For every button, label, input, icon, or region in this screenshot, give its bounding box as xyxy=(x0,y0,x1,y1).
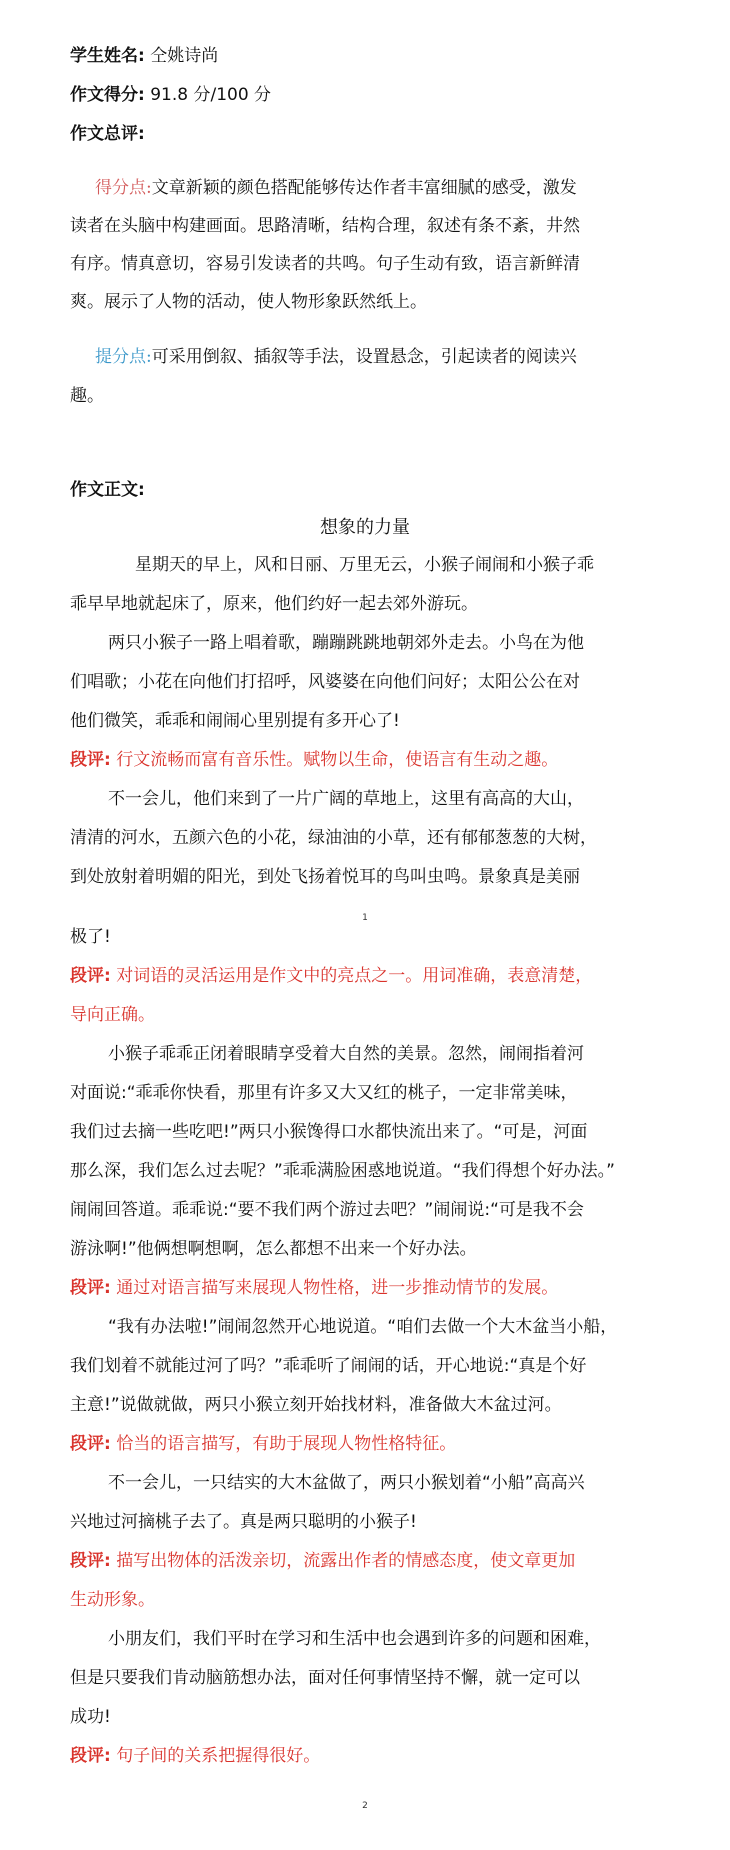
p6-line-2: 兴地过河摘桃子去了。真是两只聪明的小猴子! xyxy=(70,1512,417,1532)
comment-6: 段评: 句子间的关系把握得很好。 xyxy=(70,1746,321,1766)
p1-line-2: 乖早早地就起床了，原来，他们约好一起去郊外游玩。 xyxy=(70,594,478,614)
comment-label: 段评: xyxy=(70,966,111,986)
student-name-label: 学生姓名: xyxy=(70,46,145,66)
p5-line-2: 我们划着不就能过河了吗？”乖乖听了闹闹的话，开心地说:“真是个好 xyxy=(70,1356,587,1376)
comment-5: 段评: 描写出物体的活泼亲切，流露出作者的情感态度，使文章更加 xyxy=(70,1551,576,1571)
merit-label: 得分点: xyxy=(95,178,152,198)
p2-line-2: 们唱歌；小花在向他们打招呼，风婆婆在向他们问好；太阳公公在对 xyxy=(70,672,580,692)
p6-line-1: 不一会儿，一只结实的大木盆做了，两只小猴划着“小船”高高兴 xyxy=(108,1473,585,1493)
score-value: 91.8 分/100 分 xyxy=(150,85,272,105)
essay-section-label: 作文正文: xyxy=(70,480,145,500)
page-number-2: 2 xyxy=(362,1801,368,1811)
p2-line-1: 两只小猴子一路上唱着歌，蹦蹦跳跳地朝郊外走去。小鸟在为他 xyxy=(108,633,584,653)
student-name-row xyxy=(70,44,218,68)
score-row xyxy=(70,83,271,107)
merit-line-2: 读者在头脑中构建画面。思路清晰，结构合理，叙述有条不紊，井然 xyxy=(70,216,580,236)
p4-line-5: 闹闹回答道。乖乖说:“要不我们两个游过去吧？”闹闹说:“可是我不会 xyxy=(70,1200,584,1220)
p4-line-3: 我们过去摘一些吃吧!”两只小猴馋得口水都快流出来了。“可是，河面 xyxy=(70,1122,588,1142)
p4-line-2: 对面说:“乖乖你快看，那里有许多又大又红的桃子，一定非常美味， xyxy=(70,1083,578,1103)
p5-line-3: 主意!”说做就做，两只小猴立刻开始找材料，准备做大木盆过河。 xyxy=(70,1395,562,1415)
improve-label: 提分点: xyxy=(95,347,152,367)
p2-line-3: 他们微笑，乖乖和闹闹心里别提有多开心了! xyxy=(70,711,400,731)
p3-line-1: 不一会儿，他们来到了一片广阔的草地上，这里有高高的大山， xyxy=(108,789,584,809)
comment-1: 段评: 行文流畅而富有音乐性。赋物以生命，使语言有生动之趣。 xyxy=(70,750,559,770)
p4-line-6: 游泳啊!”他俩想啊想啊，怎么都想不出来一个好办法。 xyxy=(70,1239,477,1259)
comment-4: 段评: 恰当的语言描写，有助于展现人物性格特征。 xyxy=(70,1434,457,1454)
p7-line-3: 成功! xyxy=(70,1707,111,1727)
p7-line-1: 小朋友们，我们平时在学习和生活中也会遇到许多的问题和困难， xyxy=(108,1629,601,1649)
p7-line-2: 但是只要我们肯动脑筋想办法，面对任何事情坚持不懈，就一定可以 xyxy=(70,1668,580,1688)
improve-line-1: 提分点:可采用倒叙、插叙等手法，设置悬念，引起读者的阅读兴 xyxy=(95,347,577,367)
comment-label: 段评: xyxy=(70,1278,111,1298)
p5-line-1: “我有办法啦!”闹闹忽然开心地说道。“咱们去做一个大木盆当小船， xyxy=(108,1317,618,1337)
student-name-value: 仝姚诗尚 xyxy=(150,46,219,66)
merit-line-3: 有序。情真意切，容易引发读者的共鸣。句子生动有致，语言新鲜清 xyxy=(70,254,580,274)
comment-2-line-2: 导向正确。 xyxy=(70,1005,155,1025)
p4-line-4: 那么深，我们怎么过去呢？”乖乖满脸困惑地说道。“我们得想个好办法。” xyxy=(70,1161,615,1181)
score-label: 作文得分: xyxy=(70,85,145,105)
comment-5-line-2: 生动形象。 xyxy=(70,1590,155,1610)
essay-title: 想象的力量 xyxy=(320,517,410,538)
p4-line-1: 小猴子乖乖正闭着眼睛享受着大自然的美景。忽然，闹闹指着河 xyxy=(108,1044,584,1064)
comment-label: 段评: xyxy=(70,1434,111,1454)
comment-label: 段评: xyxy=(70,1551,111,1571)
improve-line-2: 趣。 xyxy=(70,386,104,406)
merit-line-1: 得分点:文章新颖的颜色搭配能够传达作者丰富细腻的感受，激发 xyxy=(95,178,577,198)
comment-3: 段评: 通过对语言描写来展现人物性格，进一步推动情节的发展。 xyxy=(70,1278,559,1298)
comment-label: 段评: xyxy=(70,750,111,770)
comment-label: 段评: xyxy=(70,1746,111,1766)
p3-line-3: 到处放射着明媚的阳光，到处飞扬着悦耳的鸟叫虫鸣。景象真是美丽 xyxy=(70,867,580,887)
page-number-1: 1 xyxy=(362,913,368,923)
p3-line-4: 极了! xyxy=(70,927,111,947)
merit-line-4: 爽。展示了人物的活动，使人物形象跃然纸上。 xyxy=(70,292,427,312)
p3-line-2: 清清的河水，五颜六色的小花，绿油油的小草，还有郁郁葱葱的大树， xyxy=(70,828,597,848)
overall-review-label: 作文总评: xyxy=(70,124,145,144)
comment-2: 段评: 对词语的灵活运用是作文中的亮点之一。用词准确，表意清楚， xyxy=(70,966,593,986)
p1-line-1: 星期天的早上，风和日丽、万里无云，小猴子闹闹和小猴子乖 xyxy=(135,555,594,575)
